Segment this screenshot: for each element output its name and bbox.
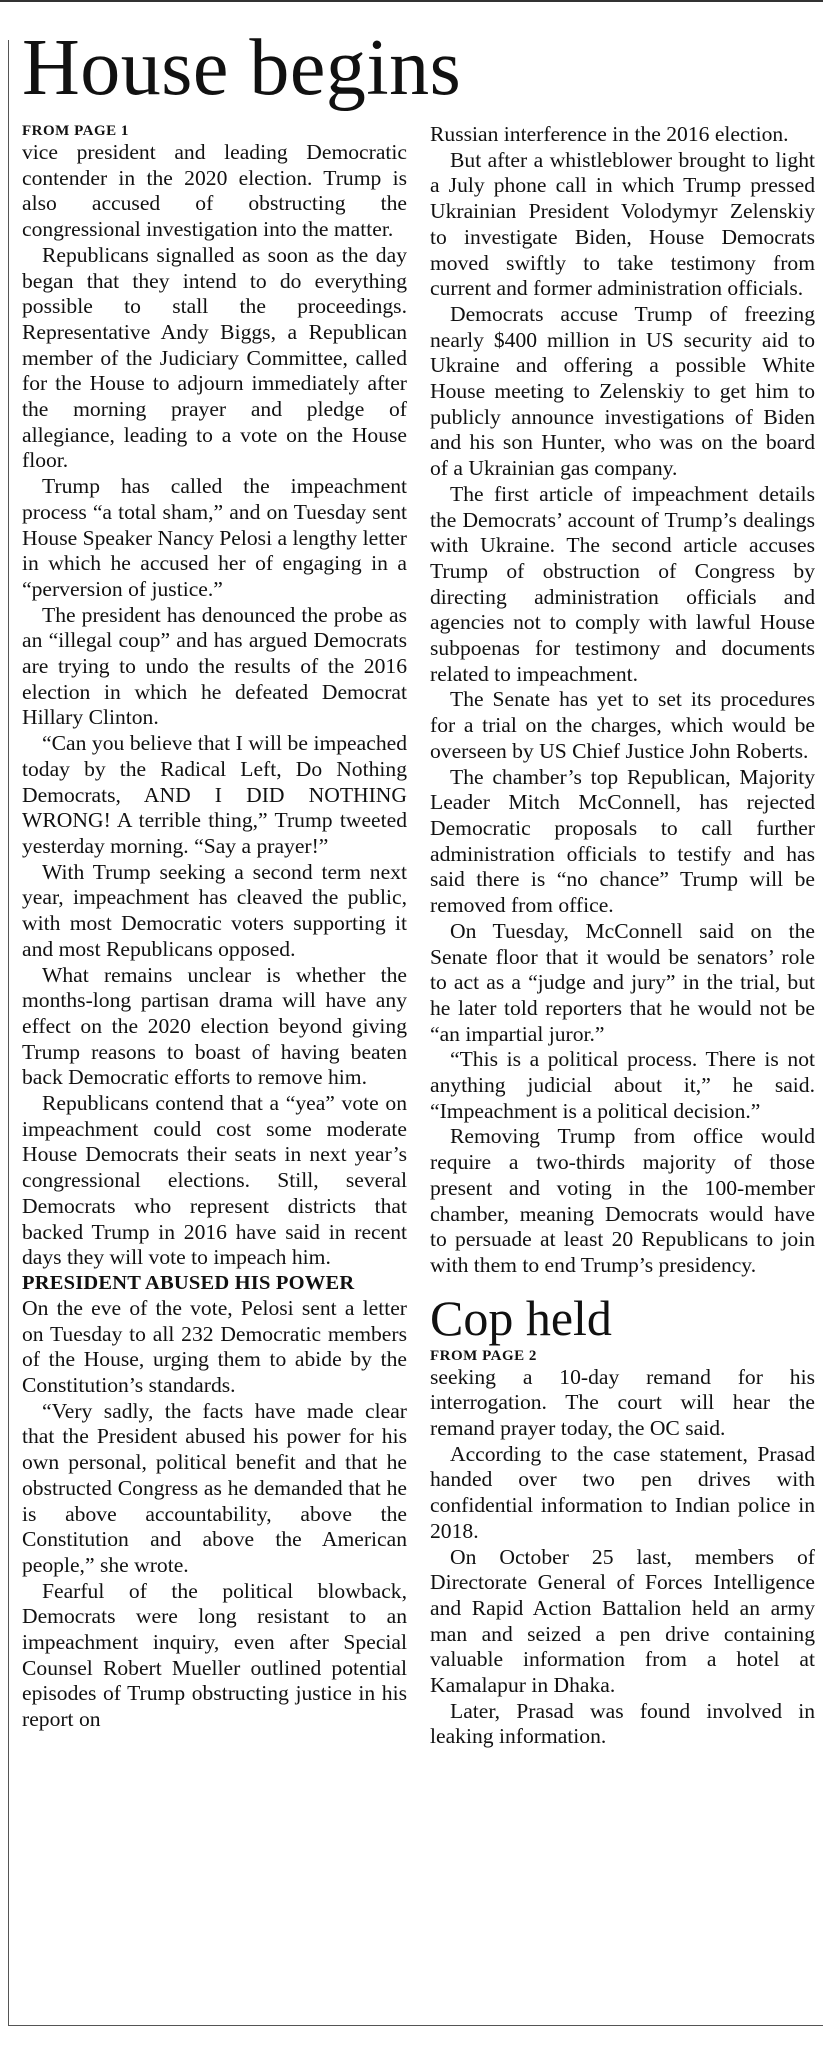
second-article-paragraph: Later, Prasad was found involved in leaking information. <box>430 1698 815 1749</box>
article-paragraph: Trump has called the impeachment process “a total sham,” and on Tuesday sent House Speaker Nancy Pelosi a lengthy letter in which he accused her of engaging in a “perversion of justice.” <box>22 474 407 601</box>
article-paragraph: “This is a political process. There is not anything judicial about it,” he said. “Impeachment is a political decision.” <box>430 1047 815 1123</box>
article-headline: House begins <box>22 24 462 112</box>
left-border-rule <box>8 40 9 2025</box>
article-left-column <box>22 122 407 1733</box>
article-kicker: FROM PAGE 1 <box>22 123 129 139</box>
article-paragraph: Democrats accuse Trump of freezing nearly $400 million in US security aid to Ukraine and offering a possible White House meeting to Zelenskiy to get him to publicly announce investigations of Biden and his son Hunter, who was on the board of a Ukrainian gas company. <box>430 301 815 481</box>
top-border-rule <box>0 0 823 2</box>
bottom-border-rule <box>8 2025 823 2026</box>
article-right-column <box>430 122 815 1750</box>
article-paragraph: With Trump seeking a second term next year, impeachment has cleaved the public, with most Democratic voters supporting it and most Republicans opposed. <box>22 859 407 961</box>
section-subhead: PRESIDENT ABUSED HIS POWER <box>22 1271 355 1294</box>
second-article-headline: Cop held <box>430 1289 612 1346</box>
article-paragraph: On Tuesday, McConnell said on the Senate floor that it would be senators’ role to act as a “judge and jury” in the trial, but he later told reporters that he would not be “an impartial juror.” <box>430 918 815 1046</box>
article-paragraph: Russian interference in the 2016 election. <box>430 122 789 146</box>
second-article-paragraph: seeking a 10-day remand for his interrogation. The court will hear the remand prayer today, the OC said. <box>430 1364 815 1441</box>
article-paragraph: vice president and leading Democratic contender in the 2020 election. Trump is also accused of obstructing the congressional investigation into the matter. <box>22 140 407 242</box>
article-paragraph: “Can you believe that I will be impeached today by the Radical Left, Do Nothing Democrats, AND I DID NOTHING WRONG! A terrible thing,” Trump tweeted yesterday morning. “Say a prayer!” <box>22 731 407 858</box>
article-paragraph: “Very sadly, the facts have made clear that the President abused his power for his own personal, political benefit and that he obstructed Congress as he demanded that he is above accountability, above the Constitution and above the American people,” she wrote. <box>22 1398 407 1577</box>
article-paragraph: Removing Trump from office would require a two-thirds majority of those present and voting in the 100-member chamber, meaning Democrats would have to persuade at least 20 Republicans to join with them to end Trump’s presidency. <box>430 1124 815 1277</box>
article-paragraph: The Senate has yet to set its procedures for a trial on the charges, which would be overseen by US Chief Justice John Roberts. <box>430 687 815 763</box>
article-paragraph: What remains unclear is whether the months-long partisan drama will have any effect on the 2020 election beyond giving Trump reasons to boast of having beaten back Democratic efforts to remove him. <box>22 962 407 1090</box>
article-paragraph: Republicans signalled as soon as the day began that they intend to do everything possible to stall the proceedings. Representative Andy Biggs, a Republican member of the Judiciary Committee, called for the House to adjourn immediately after the morning prayer and pledge of allegiance, leading to a vote on the House floor. <box>22 242 407 473</box>
second-article-kicker: FROM PAGE 2 <box>430 1347 537 1364</box>
second-article-paragraph: On October 25 last, members of Directorate General of Forces Intelligence and Rapid Action Battalion held an army man and seized a pen drive containing valuable information from a hotel at Kamalapur in Dhaka. <box>430 1544 815 1698</box>
second-article-paragraph: According to the case statement, Prasad handed over two pen drives with confidential information to Indian police in 2018. <box>430 1441 815 1543</box>
article-paragraph: The president has denounced the probe as an “illegal coup” and has argued Democrats are trying to undo the results of the 2016 election in which he defeated Democrat Hillary Clinton. <box>22 602 407 730</box>
article-paragraph: The chamber’s top Republican, Majority Leader Mitch McConnell, has rejected Democratic proposals to call further administration officials to testify and has said there is “no chance” Trump will be removed from office. <box>430 764 815 918</box>
article-paragraph: Republicans contend that a “yea” vote on impeachment could cost some moderate House Democrats their seats in next year’s congressional elections. Still, several Democrats who represent districts that backed Trump in 2016 have said in recent days they will vote to impeach him. <box>22 1091 407 1270</box>
article-paragraph: On the eve of the vote, Pelosi sent a letter on Tuesday to all 232 Democratic members of the House, urging them to abide by the Constitution’s standards. <box>22 1295 407 1398</box>
article-paragraph: But after a whistleblower brought to light a July phone call in which Trump pressed Ukrainian President Volodymyr Zelenskiy to investigate Biden, House Democrats moved swiftly to take testimony from current and former administration officials. <box>430 147 815 301</box>
article-paragraph: Fearful of the political blowback, Democrats were long resistant to an impeachment inquiry, even after Special Counsel Robert Mueller outlined potential episodes of Trump obstructing justice in his report on <box>22 1578 407 1732</box>
article-paragraph: The first article of impeachment details the Democrats’ account of Trump’s dealings with Ukraine. The second article accuses Trump of obstruction of Congress by directing administration officials and agencies not to comply with lawful House subpoenas for testimony and documents related to impeachment. <box>430 481 815 686</box>
